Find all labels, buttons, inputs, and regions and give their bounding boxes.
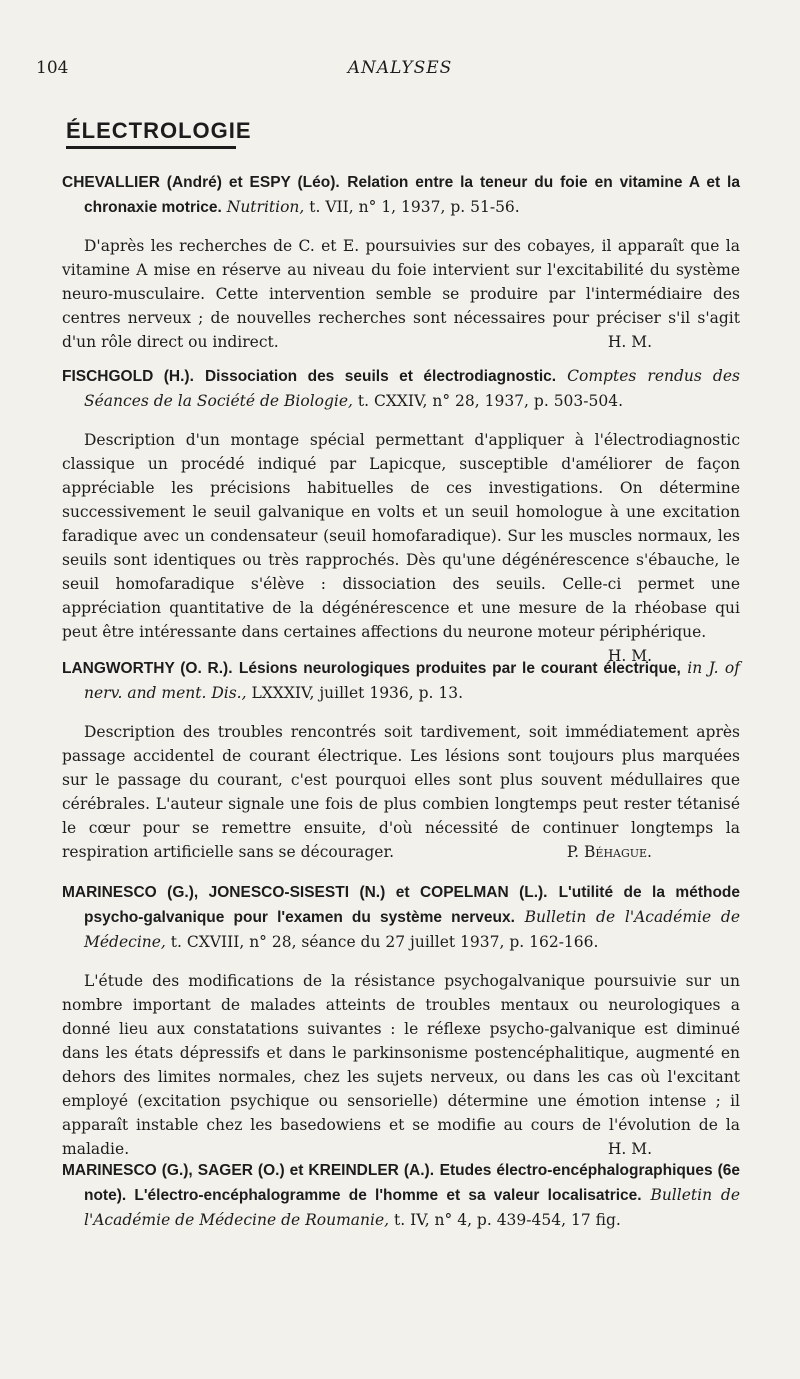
analysis-entry [62,880,740,1161]
entry-reference: t. VII, n° 1, 1937, p. 51-56. [309,198,520,216]
citation [62,880,740,955]
entry-title: Lésions neurologiques produites par le courant électrique, [238,660,681,677]
abstract-text: Description des troubles rencontrés soit tardivement, soit immédiatement après passage accidentel de courant électrique. Les lésions sont toujours plus marquées sur le passage du courant, c'est pourquoi elles sont plus souvent médullaires que cérébrales. L'auteur signale une fois de plus combien longtemps peut rester tétanisé le cœur pour se remettre ensuite, d'où nécessité de continuer longtemps la respiration artificielle sans se décourager. [62,723,740,861]
running-title: ANALYSES [347,58,453,78]
entry-authors: FISCHGOLD (H.). [62,368,194,385]
citation [62,364,740,414]
entry-title: L'utilité de la méthode psycho-galvanique pour l'examen du système nerveux. [84,884,741,926]
abstract-text: Description d'un montage spécial permettant d'appliquer à l'électrodiagnostic classique un procédé indiqué par Lapicque, susceptible d'améliorer de façon appréciable les précisions habituelles de ces investigations. On détermine successivement le seuil galvanique en volts et un seuil homologue à une excitation faradique avec un condensateur (seuil homofaradique). Sur les muscles normaux, les seuils sont identiques ou très rapprochés. Dès qu'une dégénérescence s'ébauche, le seuil homofaradique s'élève : dissociation des seuils. Celle-ci permet une appréciation quantitative de la dégénérescence et une mesure de la rhéobase qui peut être intéressante dans certaines affections du neurone moteur périphérique. [62,431,740,641]
analysis-entry [62,170,740,354]
page-number: 104 [36,58,69,78]
entry-title: Etudes électro-encéphalographiques (6e note). L'électro-encéphalogramme de l'homme et sa valeur localisatrice. [84,1162,740,1204]
entry-reference: LXXXIV, juillet 1936, p. 13. [251,684,464,702]
entry-abstract [62,720,740,864]
entry-authors: LANGWORTHY (O. R.). [62,660,233,677]
entry-journal: in J. of nerv. and ment. Dis., [84,659,740,702]
section-title-underline [66,146,236,149]
entry-abstract [62,969,740,1161]
analysis-entry [62,364,740,668]
entry-reference: t. CXVIII, n° 28, séance du 27 juillet 1937, p. 162-166. [170,933,599,951]
analysis-entry [62,1158,740,1233]
entry-authors: MARINESCO (G.), JONESCO-SISESTI (N.) et COPELMAN (L.). [62,884,548,901]
entry-signature: H. M. [607,647,652,665]
citation [62,1158,740,1233]
entry-reference: t. IV, n° 4, p. 439-454, 17 fig. [394,1211,621,1229]
entry-reference: t. CXXIV, n° 28, 1937, p. 503-504. [357,392,624,410]
entry-authors: MARINESCO (G.), SAGER (O.) et KREINDLER (A.). [62,1162,435,1179]
entry-signature: H. M. [607,1140,652,1158]
entry-abstract [62,428,740,665]
entry-authors: CHEVALLIER (André) et ESPY (Léo). [62,174,340,191]
citation [62,170,740,220]
citation [62,656,740,706]
analysis-entry [62,656,740,864]
running-header [36,58,764,82]
entry-signature: P. Béhague. [566,843,652,861]
abstract-text: D'après les recherches de C. et E. poursuivies sur des cobayes, il apparaît que la vitamine A mise en réserve au niveau du foie intervient sur l'excitabilité du système neuro-musculaire. Cette intervention semble se produire par l'intermédiaire des centres nerveux ; de nouvelles recherches sont nécessaires pour préciser s'il s'agit d'un rôle direct ou indirect. [62,237,740,351]
entry-journal: Bulletin de l'Académie de Médecine, [84,908,740,951]
entry-abstract [62,234,740,354]
abstract-text: L'étude des modifications de la résistance psychogalvanique poursuivie sur un nombre important de malades atteints de troubles mentaux ou neurologiques a donné lieu aux constatations suivantes : le réflexe psycho-galvanique est diminué dans les états dépressifs et dans le parkinsonisme postencéphalitique, augmenté en dehors des limites normales, chez les sujets nerveux, ou dans les cas où l'excitant employé (excitation psychique ou sensorielle) détermine une émotion intense ; il apparaît instable chez les basedowiens et se modifie au cours de l'évolution de la maladie. [62,972,740,1158]
section-title: ÉLECTROLOGIE [66,118,252,143]
entry-title: Dissociation des seuils et électrodiagnostic. [204,368,557,385]
entry-journal: Comptes rendus des Séances de la Société de Biologie, [84,367,740,410]
entry-signature: H. M. [607,333,652,351]
entry-journal: Bulletin de l'Académie de Médecine de Roumanie, [84,1186,740,1229]
entry-journal: Nutrition, [226,198,305,216]
entry-title: Relation entre la teneur du foie en vitamine A et la chronaxie motrice. [84,174,740,216]
